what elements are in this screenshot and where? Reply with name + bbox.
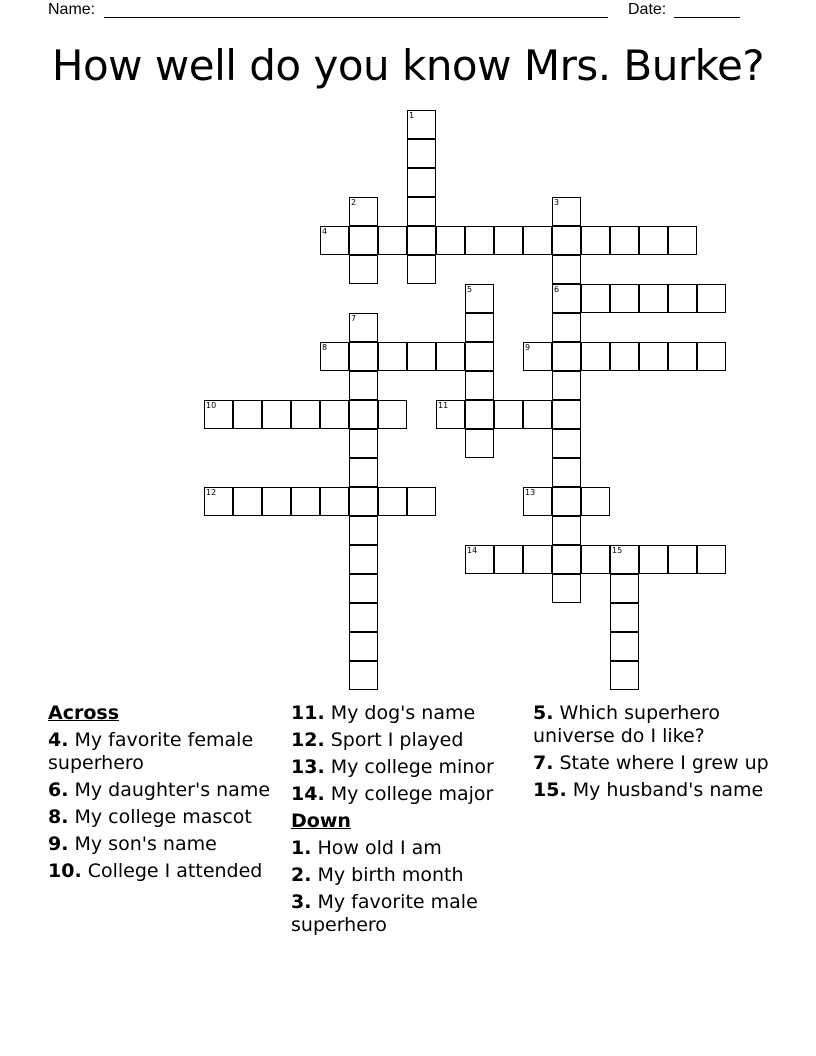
clue-number: 5. — [533, 702, 554, 724]
clue-list — [48, 700, 768, 1000]
crossword-cell[interactable] — [465, 400, 494, 429]
crossword-cell[interactable] — [523, 342, 552, 371]
clue-across-8 — [48, 806, 283, 829]
down-heading: Down — [291, 810, 351, 832]
crossword-cell[interactable] — [523, 545, 552, 574]
crossword-cell[interactable] — [407, 197, 436, 226]
crossword-cell[interactable] — [349, 226, 378, 255]
crossword-cell[interactable] — [378, 400, 407, 429]
crossword-cell[interactable] — [320, 400, 349, 429]
clue-column-3 — [533, 700, 773, 806]
crossword-cell[interactable] — [610, 661, 639, 690]
crossword-cell[interactable] — [378, 342, 407, 371]
crossword-cell[interactable] — [581, 284, 610, 313]
clue-text: My daughter's name — [68, 779, 271, 801]
clue-number: 4. — [48, 729, 69, 751]
clue-number: 2. — [291, 864, 312, 886]
clue-text: My husband's name — [566, 779, 764, 801]
clue-number-label: 12 — [206, 488, 217, 497]
crossword-cell[interactable] — [552, 313, 581, 342]
clue-number-label: 14 — [467, 546, 478, 555]
clue-number: 7. — [533, 752, 554, 774]
crossword-cell[interactable] — [552, 284, 581, 313]
crossword-cell[interactable] — [407, 139, 436, 168]
clue-text: College I attended — [81, 860, 263, 882]
clue-number-label: 2 — [351, 198, 357, 207]
clue-number: 11. — [291, 702, 325, 724]
crossword-cell[interactable] — [639, 226, 668, 255]
crossword-cell[interactable] — [697, 342, 726, 371]
crossword-cell[interactable] — [610, 226, 639, 255]
clue-number-label: 11 — [438, 401, 449, 410]
clue-down-2 — [291, 864, 526, 887]
crossword-cell[interactable] — [349, 632, 378, 661]
clue-number: 10. — [48, 860, 82, 882]
crossword-cell[interactable] — [610, 603, 639, 632]
crossword-cell[interactable] — [320, 487, 349, 516]
crossword-cell[interactable] — [610, 284, 639, 313]
date-label: Date: — [628, 1, 667, 18]
clue-column-2 — [291, 700, 526, 941]
clue-down-15 — [533, 779, 773, 802]
clue-number-label: 15 — [612, 546, 623, 555]
crossword-cell[interactable] — [523, 400, 552, 429]
crossword-cell[interactable] — [552, 226, 581, 255]
clue-number-label: 5 — [467, 285, 473, 294]
crossword-cell[interactable] — [465, 226, 494, 255]
crossword-cell[interactable] — [494, 226, 523, 255]
clue-across-12 — [291, 729, 526, 752]
crossword-cell[interactable] — [639, 545, 668, 574]
clue-text: My favorite female superhero — [48, 729, 254, 774]
crossword-cell[interactable] — [291, 487, 320, 516]
crossword-cell[interactable] — [552, 255, 581, 284]
crossword-cell[interactable] — [233, 400, 262, 429]
crossword-cell[interactable] — [407, 168, 436, 197]
crossword-cell[interactable] — [291, 400, 320, 429]
crossword-cell[interactable] — [378, 487, 407, 516]
crossword-cell[interactable] — [349, 516, 378, 545]
clue-down-5 — [533, 702, 773, 748]
crossword-cell[interactable] — [465, 342, 494, 371]
crossword-cell[interactable] — [552, 545, 581, 574]
crossword-cell[interactable] — [436, 342, 465, 371]
clue-number: 13. — [291, 756, 325, 778]
clue-across-13 — [291, 756, 526, 779]
crossword-cell[interactable] — [552, 197, 581, 226]
crossword-cell[interactable] — [552, 429, 581, 458]
clue-text: My favorite male superhero — [291, 891, 478, 936]
crossword-cell[interactable] — [204, 487, 233, 516]
crossword-cell[interactable] — [639, 342, 668, 371]
crossword-cell[interactable] — [523, 487, 552, 516]
clue-across-10 — [48, 860, 283, 883]
crossword-cell[interactable] — [407, 342, 436, 371]
clue-across-9 — [48, 833, 283, 856]
crossword-cell[interactable] — [610, 342, 639, 371]
clue-across-4 — [48, 729, 283, 775]
clue-number: 1. — [291, 837, 312, 859]
clue-number: 3. — [291, 891, 312, 913]
crossword-cell[interactable] — [668, 284, 697, 313]
crossword-cell[interactable] — [581, 342, 610, 371]
crossword-cell[interactable] — [552, 574, 581, 603]
crossword-cell[interactable] — [552, 371, 581, 400]
crossword-cell[interactable] — [349, 545, 378, 574]
clue-down-1 — [291, 837, 526, 860]
crossword-cell[interactable] — [320, 226, 349, 255]
clue-across-14 — [291, 783, 526, 806]
clue-across-6 — [48, 779, 283, 802]
crossword-cell[interactable] — [494, 400, 523, 429]
crossword-cell[interactable] — [436, 400, 465, 429]
clue-number: 15. — [533, 779, 567, 801]
clue-number-label: 10 — [206, 401, 217, 410]
crossword-cell[interactable] — [349, 458, 378, 487]
crossword-cell[interactable] — [465, 313, 494, 342]
crossword-cell[interactable] — [610, 574, 639, 603]
crossword-cell[interactable] — [378, 226, 407, 255]
clue-number: 14. — [291, 783, 325, 805]
crossword-cell[interactable] — [639, 284, 668, 313]
crossword-cell[interactable] — [697, 284, 726, 313]
crossword-cell[interactable] — [552, 342, 581, 371]
crossword-cell[interactable] — [465, 545, 494, 574]
clue-down-3 — [291, 891, 526, 937]
crossword-cell[interactable] — [349, 313, 378, 342]
crossword-cell[interactable] — [465, 284, 494, 313]
clue-number-label: 1 — [409, 111, 415, 120]
clue-number: 12. — [291, 729, 325, 751]
clue-number-label: 9 — [525, 343, 531, 352]
clue-number: 8. — [48, 806, 69, 828]
crossword-cell[interactable] — [349, 429, 378, 458]
crossword-cell[interactable] — [349, 661, 378, 690]
clue-number-label: 3 — [554, 198, 560, 207]
crossword-cell[interactable] — [233, 487, 262, 516]
clue-column-1 — [48, 700, 283, 887]
crossword-cell[interactable] — [436, 226, 465, 255]
across-heading: Across — [48, 702, 120, 724]
crossword-cell[interactable] — [349, 371, 378, 400]
clue-text: My son's name — [68, 833, 217, 855]
clue-number-label: 4 — [322, 227, 328, 236]
crossword-cell[interactable] — [349, 603, 378, 632]
crossword-cell[interactable] — [581, 545, 610, 574]
crossword-cell[interactable] — [407, 487, 436, 516]
crossword-cell[interactable] — [668, 545, 697, 574]
crossword-cell[interactable] — [581, 487, 610, 516]
crossword-cell[interactable] — [668, 342, 697, 371]
crossword-cell[interactable] — [552, 400, 581, 429]
crossword-cell[interactable] — [610, 632, 639, 661]
clue-number-label: 8 — [322, 343, 328, 352]
clue-text: My college major — [324, 783, 494, 805]
clue-text: How old I am — [311, 837, 442, 859]
crossword-cell[interactable] — [465, 429, 494, 458]
clue-across-11 — [291, 702, 526, 725]
clue-text: My college mascot — [68, 806, 252, 828]
crossword-cell[interactable] — [349, 487, 378, 516]
crossword-cell[interactable] — [262, 487, 291, 516]
crossword-cell[interactable] — [697, 545, 726, 574]
crossword-cell[interactable] — [349, 255, 378, 284]
clue-text: My college minor — [324, 756, 494, 778]
clue-text: My dog's name — [324, 702, 476, 724]
crossword-cell[interactable] — [581, 226, 610, 255]
clue-number-label: 6 — [554, 285, 560, 294]
clue-text: State where I grew up — [553, 752, 769, 774]
clue-number-label: 13 — [525, 488, 536, 497]
crossword-cell[interactable] — [349, 197, 378, 226]
crossword-cell[interactable] — [552, 458, 581, 487]
crossword-cell[interactable] — [552, 516, 581, 545]
clue-number: 9. — [48, 833, 69, 855]
crossword-cell[interactable] — [204, 400, 233, 429]
crossword-cell[interactable] — [668, 226, 697, 255]
crossword-cell[interactable] — [320, 342, 349, 371]
clue-text: Which superhero universe do I like? — [533, 702, 721, 747]
crossword-cell[interactable] — [407, 110, 436, 139]
clue-number: 6. — [48, 779, 69, 801]
clue-number-label: 7 — [351, 314, 357, 323]
crossword-cell[interactable] — [262, 400, 291, 429]
crossword-cell[interactable] — [523, 226, 552, 255]
crossword-cell[interactable] — [349, 574, 378, 603]
page-title: How well do you know Mrs. Burke? — [51, 41, 765, 90]
clue-text: My birth month — [311, 864, 464, 886]
crossword-cell[interactable] — [407, 255, 436, 284]
crossword-cell[interactable] — [465, 371, 494, 400]
name-label: Name: — [48, 1, 96, 18]
crossword-cell[interactable] — [349, 342, 378, 371]
crossword-cell[interactable] — [407, 226, 436, 255]
crossword-cell[interactable] — [552, 487, 581, 516]
crossword-cell[interactable] — [610, 545, 639, 574]
crossword-cell[interactable] — [494, 545, 523, 574]
clue-text: Sport I played — [324, 729, 464, 751]
clue-down-7 — [533, 752, 773, 775]
crossword-cell[interactable] — [349, 400, 378, 429]
